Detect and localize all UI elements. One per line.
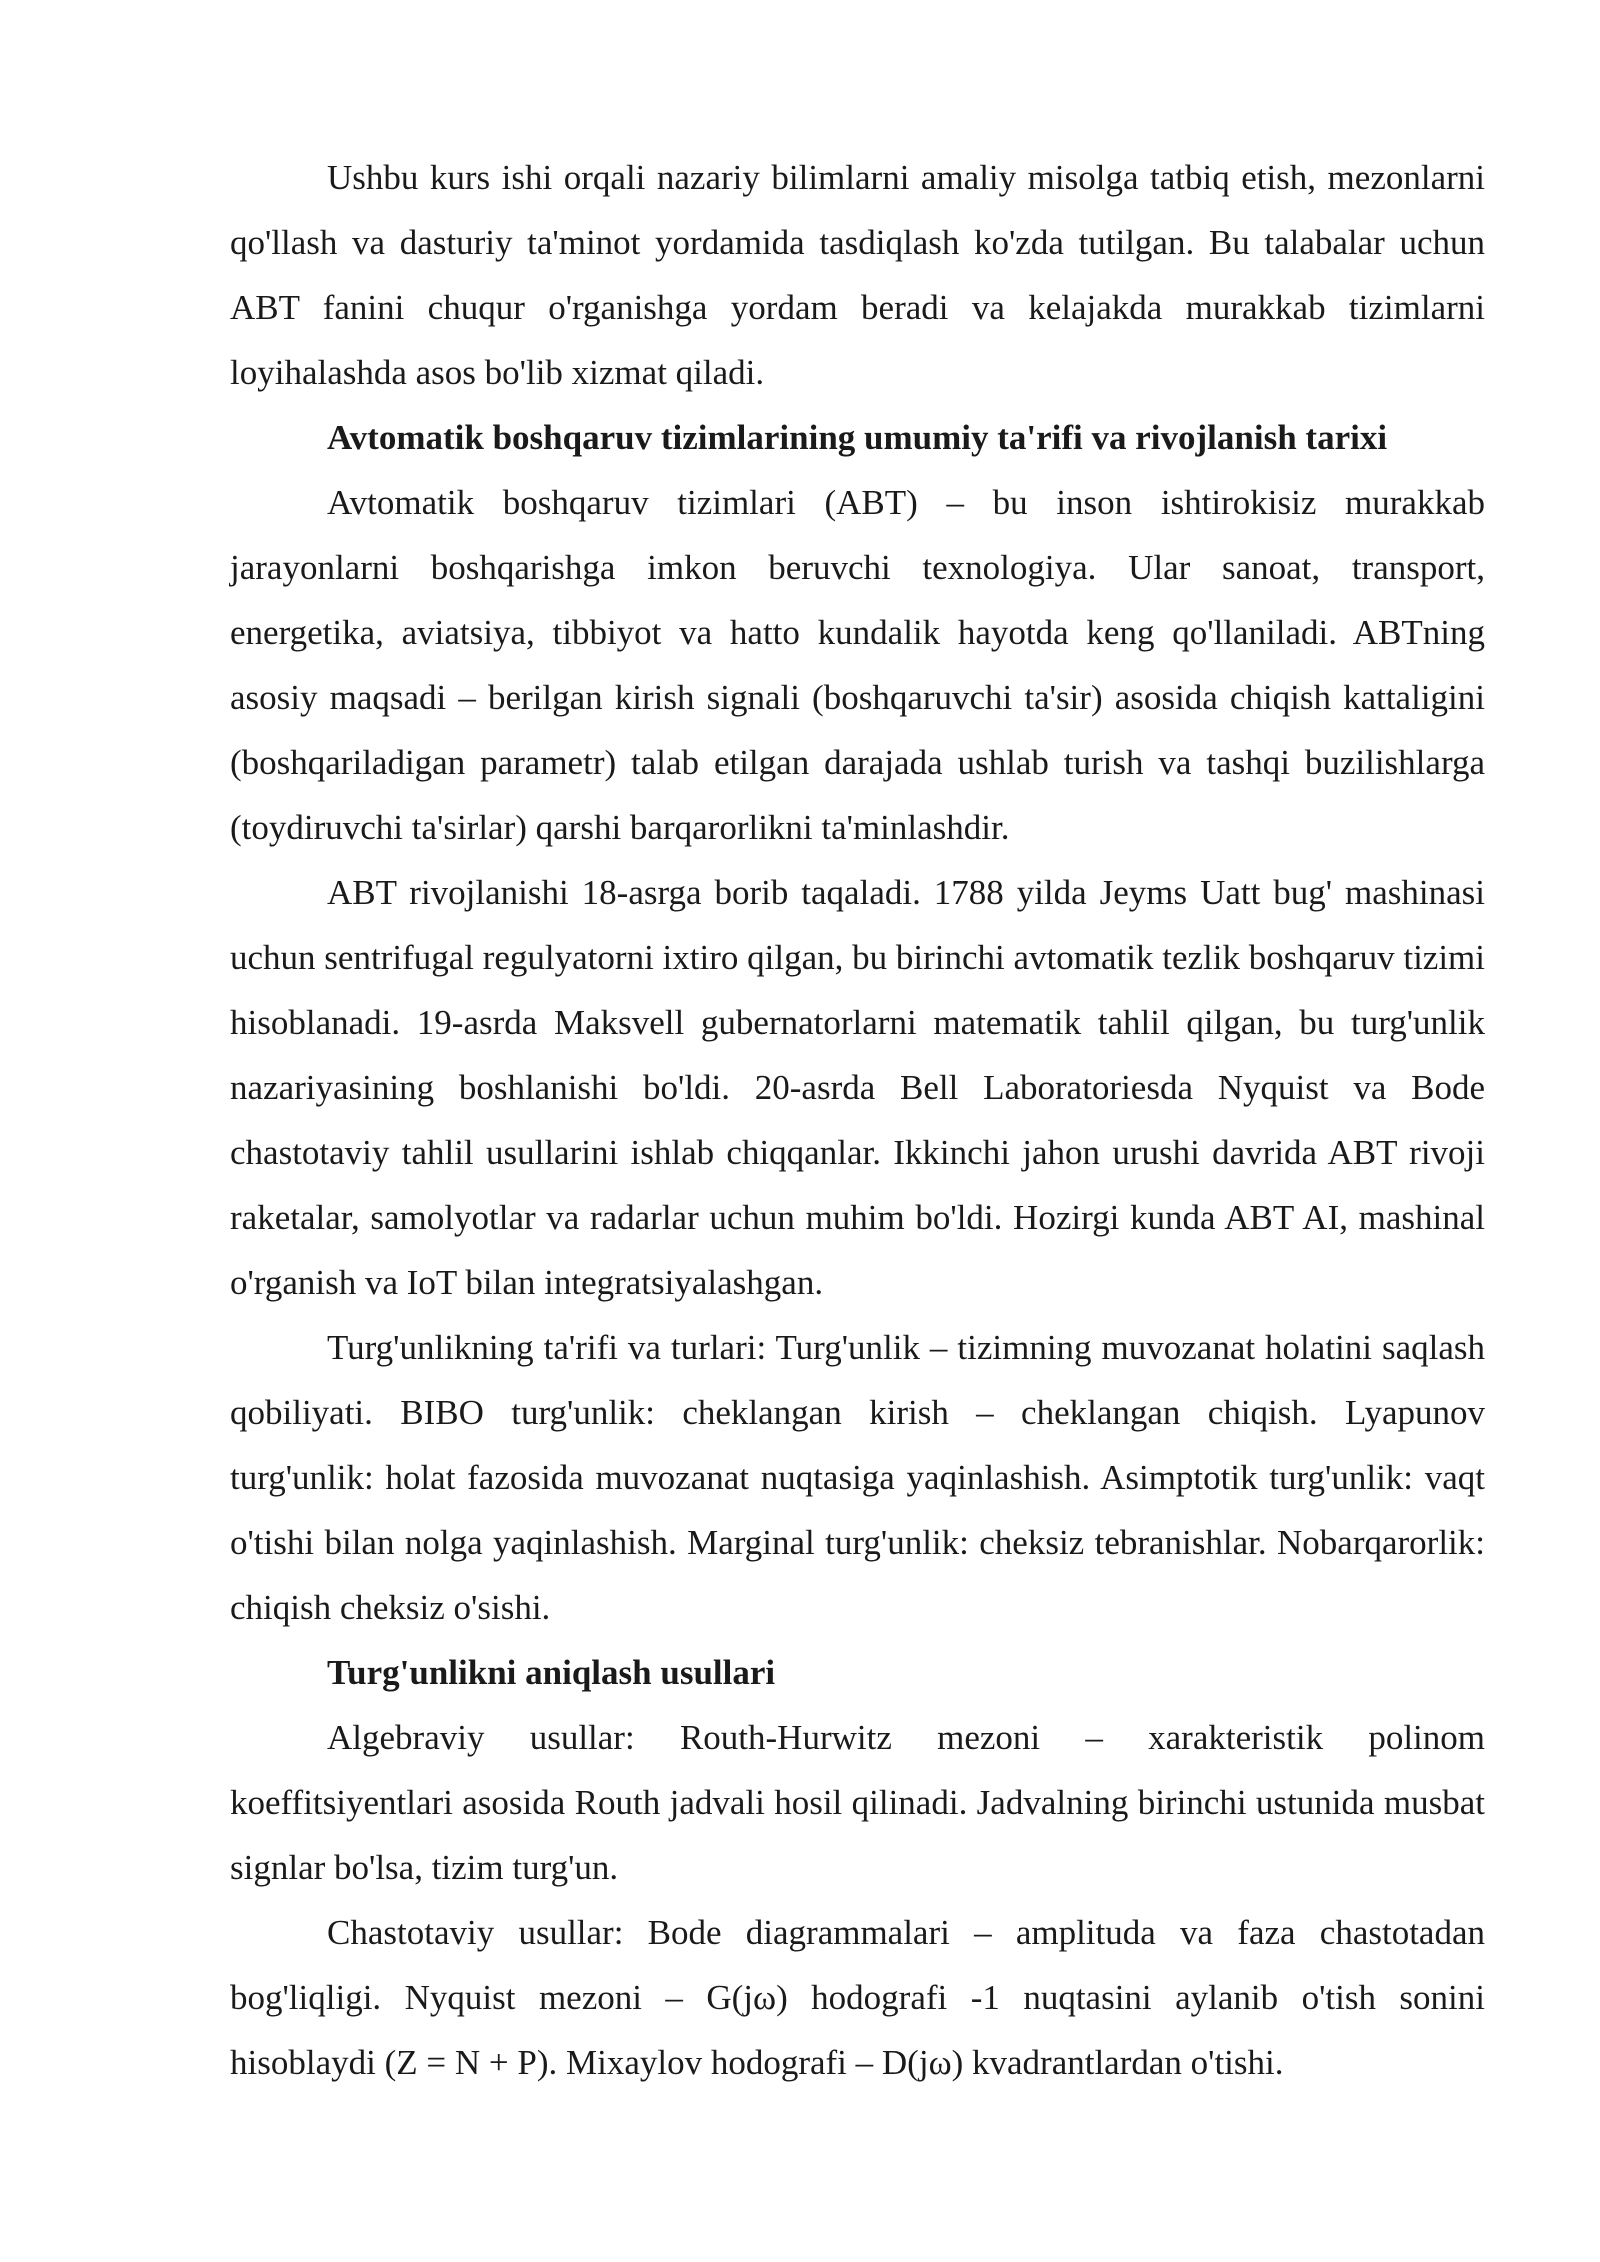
frequency-methods-paragraph: Chastotaviy usullar: Bode diagrammalari – amplituda va faza chastotadan bog'liqligi. Nyquist mezoni – G(jω) hodografi -1 nuqtasini aylanib o'tish sonini hisoblaydi (Z = N + P). Mixaylov hodografi – D(jω) kvadrantlardan o'tishi.	[230, 1913, 1485, 2082]
section-heading-methods: Turg'unlikni aniqlash usullari	[327, 1653, 776, 1692]
definition-paragraph: Avtomatik boshqaruv tizimlari (ABT) – bu inson ishtirokisiz murakkab jarayonlarni boshqarishga imkon beruvchi texnologiya. Ular sanoat, transport, energetika, aviatsiya, tibbiyot va hatto kundalik hayotda keng qo'llaniladi. ABTning asosiy maqsadi – berilgan kirish signali (boshqaruvchi ta'sir) asosida chiqish kattaligini (boshqariladigan parametr) talab etilgan darajada ushlab turish va tashqi buzilishlarga (toydiruvchi ta'sirlar) qarshi barqarorlikni ta'minlashdir.	[230, 483, 1485, 847]
stability-types-paragraph: Turg'unlikning ta'rifi va turlari: Turg'unlik – tizimning muvozanat holatini saqlash qobiliyati. BIBO turg'unlik: cheklangan kirish – cheklangan chiqish. Lyapunov turg'unlik: holat fazosida muvozanat nuqtasiga yaqinlashish. Asimptotik turg'unlik: vaqt o'tishi bilan nolga yaqinlashish. Marginal turg'unlik: cheksiz tebranishlar. Nobarqarorlik: chiqish cheksiz o'sishi.	[230, 1328, 1485, 1627]
document-page	[230, 145, 1485, 2095]
history-paragraph: ABT rivojlanishi 18-asrga borib taqaladi. 1788 yilda Jeyms Uatt bug' mashinasi uchun sentrifugal regulyatorni ixtiro qilgan, bu birinchi avtomatik tezlik boshqaruv tizimi hisoblanadi. 19-asrda Maksvell gubernatorlarni matematik tahlil qilgan, bu turg'unlik nazariyasining boshlanishi bo'ldi. 20-asrda Bell Laboratoriesda Nyquist va Bode chastotaviy tahlil usullarini ishlab chiqqanlar. Ikkinchi jahon urushi davrida ABT rivoji raketalar, samolyotlar va radarlar uchun muhim bo'ldi. Hozirgi kunda ABT AI, mashinal o'rganish va IoT bilan integratsiyalashgan.	[230, 873, 1485, 1302]
algebraic-methods-paragraph: Algebraviy usullar: Routh-Hurwitz mezoni – xarakteristik polinom koeffitsiyentlari asosida Routh jadvali hosil qilinadi. Jadvalning birinchi ustunida musbat signlar bo'lsa, tizim turg'un.	[230, 1718, 1485, 1887]
intro-paragraph: Ushbu kurs ishi orqali nazariy bilimlarni amaliy misolga tatbiq etish, mezonlarni qo'llash va dasturiy ta'minot yordamida tasdiqlash ko'zda tutilgan. Bu talabalar uchun ABT fanini chuqur o'rganishga yordam beradi va kelajakda murakkab tizimlarni loyihalashda asos bo'lib xizmat qiladi.	[230, 158, 1485, 392]
section-heading-history: Avtomatik boshqaruv tizimlarining umumiy ta'rifi va rivojlanish tarixi	[327, 418, 1388, 457]
